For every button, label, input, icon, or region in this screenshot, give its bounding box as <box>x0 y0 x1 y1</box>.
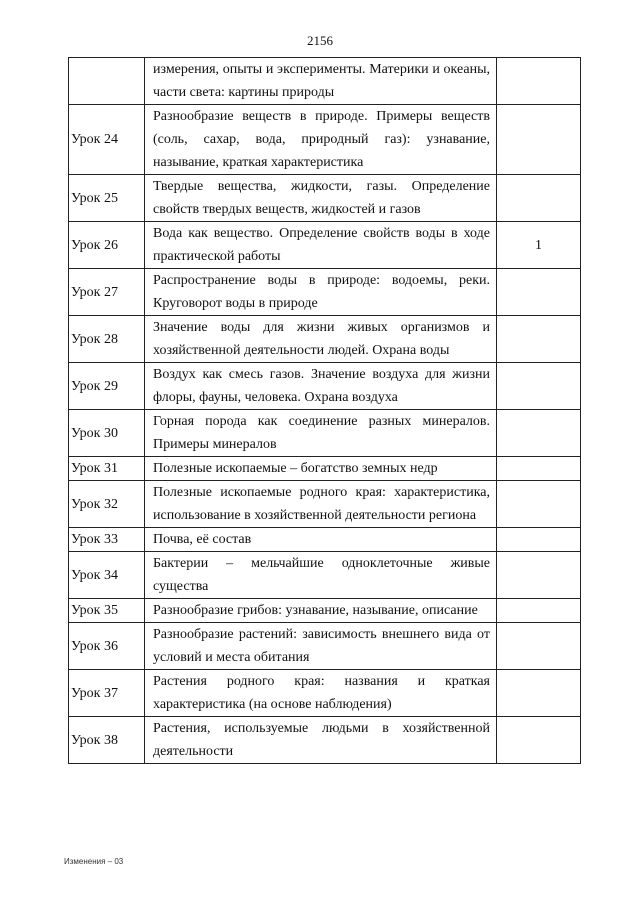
lesson-description-cell: измерения, опыты и эксперименты. Материки и океаны, части света: картины природы <box>145 58 497 105</box>
table-row <box>69 481 581 528</box>
lesson-label-cell: Урок 28 <box>69 316 145 363</box>
lesson-hours-cell <box>497 363 581 410</box>
lesson-hours-cell <box>497 269 581 316</box>
table-row <box>69 599 581 623</box>
lesson-hours-cell <box>497 528 581 552</box>
lesson-label-cell: Урок 35 <box>69 599 145 623</box>
table-row <box>69 552 581 599</box>
lesson-description-cell: Разнообразие растений: зависимость внешнего вида от условий и места обитания <box>145 623 497 670</box>
lesson-label-cell: Урок 34 <box>69 552 145 599</box>
table-row <box>69 58 581 105</box>
page-number: 2156 <box>307 33 333 48</box>
table-row <box>69 623 581 670</box>
table-row <box>69 105 581 175</box>
lesson-hours-cell <box>497 670 581 717</box>
table-row <box>69 363 581 410</box>
lesson-hours-cell <box>497 599 581 623</box>
lesson-description-cell: Твердые вещества, жидкости, газы. Определение свойств твердых веществ, жидкостей и газов <box>145 175 497 222</box>
lesson-description-cell: Растения родного края: названия и краткая характеристика (на основе наблюдения) <box>145 670 497 717</box>
lesson-hours-cell <box>497 481 581 528</box>
table-row <box>69 269 581 316</box>
lesson-hours-cell: 1 <box>497 222 581 269</box>
lesson-hours-cell <box>497 410 581 457</box>
lesson-label-cell: Урок 38 <box>69 717 145 764</box>
lesson-label-cell: Урок 33 <box>69 528 145 552</box>
lesson-description-cell: Распространение воды в природе: водоемы, реки. Круговорот воды в природе <box>145 269 497 316</box>
lesson-label-cell: Урок 31 <box>69 457 145 481</box>
table-row <box>69 670 581 717</box>
lesson-label-cell: Урок 36 <box>69 623 145 670</box>
lesson-hours-cell <box>497 105 581 175</box>
lesson-description-cell: Бактерии – мельчайшие одноклеточные живые существа <box>145 552 497 599</box>
lesson-description-cell: Полезные ископаемые родного края: характеристика, использование в хозяйственной деятельности региона <box>145 481 497 528</box>
lesson-table-body <box>69 58 581 764</box>
lesson-description-cell: Горная порода как соединение разных минералов. Примеры минералов <box>145 410 497 457</box>
lesson-description-cell: Разнообразие грибов: узнавание, называние, описание <box>145 599 497 623</box>
lesson-hours-cell <box>497 175 581 222</box>
lesson-label-cell: Урок 29 <box>69 363 145 410</box>
revision-note: Изменения – 03 <box>64 857 124 866</box>
table-row <box>69 222 581 269</box>
lesson-description-cell: Значение воды для жизни живых организмов и хозяйственной деятельности людей. Охрана воды <box>145 316 497 363</box>
lesson-description-cell: Разнообразие веществ в природе. Примеры веществ (соль, сахар, вода, природный газ): узнавание, называние, краткая характеристика <box>145 105 497 175</box>
lesson-table <box>68 57 581 764</box>
lesson-label-cell: Урок 24 <box>69 105 145 175</box>
lesson-label-cell: Урок 37 <box>69 670 145 717</box>
lesson-label-cell: Урок 26 <box>69 222 145 269</box>
lesson-description-cell: Полезные ископаемые – богатство земных недр <box>145 457 497 481</box>
lesson-label-cell: Урок 30 <box>69 410 145 457</box>
lesson-description-cell: Растения, используемые людьми в хозяйственной деятельности <box>145 717 497 764</box>
lesson-label-cell: Урок 27 <box>69 269 145 316</box>
lesson-description-cell: Воздух как смесь газов. Значение воздуха для жизни флоры, фауны, человека. Охрана воздуха <box>145 363 497 410</box>
lesson-hours-cell <box>497 316 581 363</box>
lesson-label-cell <box>69 58 145 105</box>
table-row <box>69 528 581 552</box>
lesson-description-cell: Вода как вещество. Определение свойств воды в ходе практической работы <box>145 222 497 269</box>
lesson-hours-cell <box>497 58 581 105</box>
lesson-hours-cell <box>497 717 581 764</box>
table-row <box>69 457 581 481</box>
lesson-hours-cell <box>497 552 581 599</box>
lesson-label-cell: Урок 32 <box>69 481 145 528</box>
lesson-label-cell: Урок 25 <box>69 175 145 222</box>
table-row <box>69 717 581 764</box>
lesson-description-cell: Почва, её состав <box>145 528 497 552</box>
table-row <box>69 410 581 457</box>
lesson-hours-cell <box>497 623 581 670</box>
table-row <box>69 175 581 222</box>
table-row <box>69 316 581 363</box>
lesson-hours-cell <box>497 457 581 481</box>
